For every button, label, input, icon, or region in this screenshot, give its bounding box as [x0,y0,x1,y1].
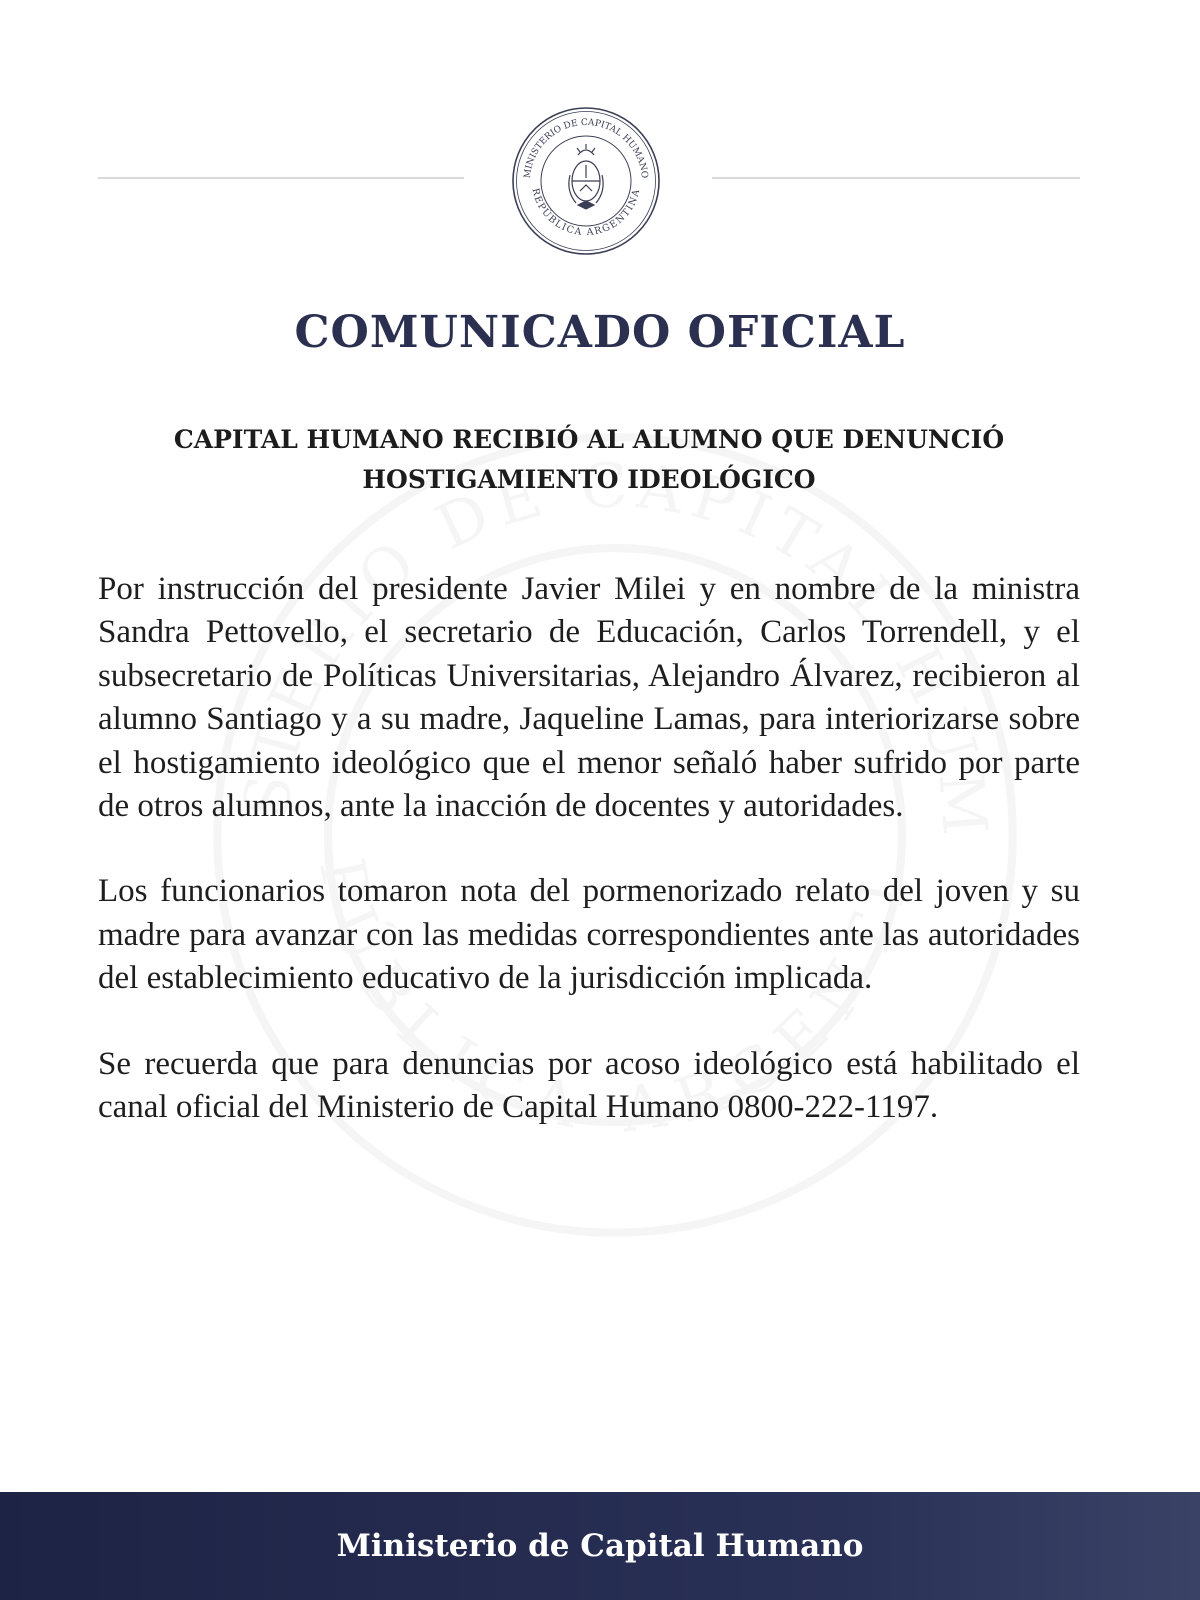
svg-text:MINISTERIO DE CAPITAL HUMANO: MINISTERIO DE CAPITAL HUMANO [522,117,650,179]
svg-text:REPÚBLICA ARGENTINA: REPÚBLICA ARGENTINA [529,187,643,239]
headline-line: CAPITAL HUMANO RECIBIÓ AL ALUMNO QUE DENUNCIÓ [173,425,1005,454]
headline [120,420,1058,500]
page-title: COMUNICADO OFICIAL [294,307,906,358]
header-divider-left [98,177,464,179]
header-divider-right [712,177,1080,179]
statement-body [98,568,1080,1171]
body-paragraph: Por instrucción del presidente Javier Milei y en nombre de la ministra Sandra Pettovello, el secretario de Educación, Carlos Torrendell, y el subsecretario de Políticas Universitarias, Alejandro Álvarez, recibieron al alumno Santiago y a su madre, Jaqueline Lamas, para interiorizarse sobre el hostigamiento ideológico que el menor señaló haber sufrido por parte de otros alumnos, ante la inacción de docentes y autoridades. [98,571,1080,825]
body-paragraph: Se recuerda que para denuncias por acoso ideológico está habilitado el canal oficial del Ministerio de Capital Humano 0800-222-1197. [98,1045,1080,1126]
headline-line: HOSTIGAMIENTO IDEOLÓGICO [362,465,816,494]
ministry-seal [510,105,662,257]
body-paragraph: Los funcionarios tomaron nota del pormenorizado relato del joven y su madre para avanzar con las medidas correspondientes ante las autoridades del establecimiento educativo de la jurisdicción implicada. [98,873,1080,997]
footer-ministry-name: Ministerio de Capital Humano [336,1528,864,1564]
footer-banner [0,1492,1200,1600]
